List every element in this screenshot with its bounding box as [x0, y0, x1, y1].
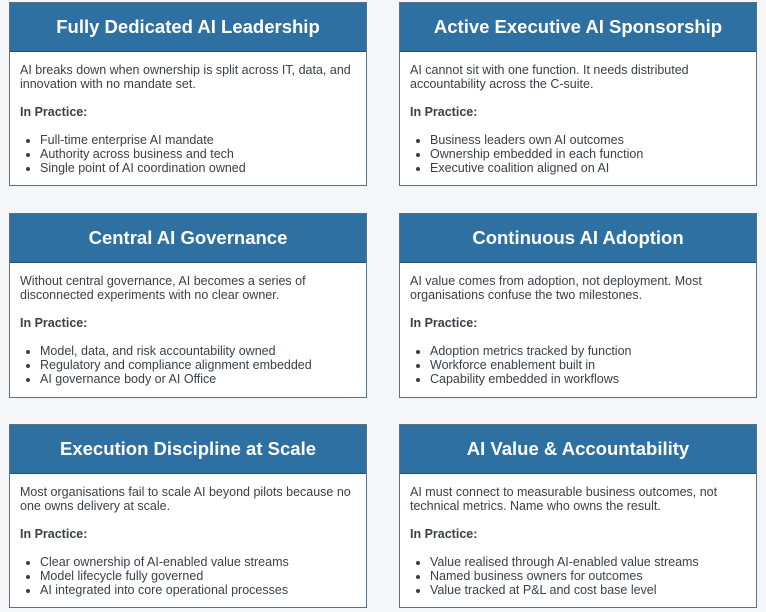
in-practice-label: In Practice: [20, 316, 88, 330]
practice-list [20, 133, 356, 175]
card-body [10, 263, 366, 386]
list-item: • Model, data, and risk accountability owned [40, 344, 356, 358]
card-description: Most organisations fail to scale AI beyond pilots because no one owns delivery at scale. [20, 485, 351, 513]
list-item: • Business leaders own AI outcomes [430, 133, 746, 147]
list-item: • Capability embedded in workflows [430, 372, 746, 386]
card-title: Execution Discipline at Scale [10, 425, 366, 474]
card-value-accountability [399, 424, 757, 608]
card-title: Continuous AI Adoption [400, 214, 756, 263]
list-item: • Full-time enterprise AI mandate [40, 133, 356, 147]
list-item: • AI governance body or AI Office [40, 372, 356, 386]
list-item: • AI integrated into core operational processes [40, 583, 356, 597]
practice-list [410, 555, 746, 597]
list-item: • Value realised through AI-enabled value streams [430, 555, 746, 569]
list-item: • Named business owners for outcomes [430, 569, 746, 583]
card-description: AI breaks down when ownership is split across IT, data, and innovation with no mandate set. [20, 63, 351, 91]
card-execution-discipline [9, 424, 367, 608]
card-description: AI must connect to measurable business outcomes, not technical metrics. Name who owns the result. [410, 485, 718, 513]
card-title: Fully Dedicated AI Leadership [10, 3, 366, 52]
card-description: Without central governance, AI becomes a series of disconnected experiments with no clear owner. [20, 274, 306, 302]
list-item: • Value tracked at P&L and cost base level [430, 583, 746, 597]
card-body [400, 474, 756, 597]
list-item: • Regulatory and compliance alignment embedded [40, 358, 356, 372]
card-body [400, 263, 756, 386]
card-description: AI cannot sit with one function. It needs distributed accountability across the C-suite. [410, 63, 689, 91]
list-item: • Clear ownership of AI-enabled value streams [40, 555, 356, 569]
in-practice-label: In Practice: [20, 527, 88, 541]
practice-list [410, 344, 746, 386]
list-item: • Workforce enablement built in [430, 358, 746, 372]
card-description: AI value comes from adoption, not deployment. Most organisations confuse the two milestones. [410, 274, 702, 302]
in-practice-label: In Practice: [410, 316, 478, 330]
card-executive-sponsorship [399, 2, 757, 186]
card-body [10, 474, 366, 597]
card-body [10, 52, 366, 175]
card-body [400, 52, 756, 175]
in-practice-label: In Practice: [410, 527, 478, 541]
practice-list [20, 344, 356, 386]
list-item: • Model lifecycle fully governed [40, 569, 356, 583]
list-item: • Executive coalition aligned on AI [430, 161, 746, 175]
practice-list [20, 555, 356, 597]
list-item: • Ownership embedded in each function [430, 147, 746, 161]
in-practice-label: In Practice: [410, 105, 478, 119]
practice-list [410, 133, 746, 175]
card-title: Central AI Governance [10, 214, 366, 263]
card-central-governance [9, 213, 367, 398]
in-practice-label: In Practice: [20, 105, 88, 119]
card-title: Active Executive AI Sponsorship [400, 3, 756, 52]
card-continuous-adoption [399, 213, 757, 398]
card-title: AI Value & Accountability [400, 425, 756, 474]
list-item: • Adoption metrics tracked by function [430, 344, 746, 358]
list-item: • Authority across business and tech [40, 147, 356, 161]
card-ai-leadership [9, 2, 367, 186]
list-item: • Single point of AI coordination owned [40, 161, 356, 175]
